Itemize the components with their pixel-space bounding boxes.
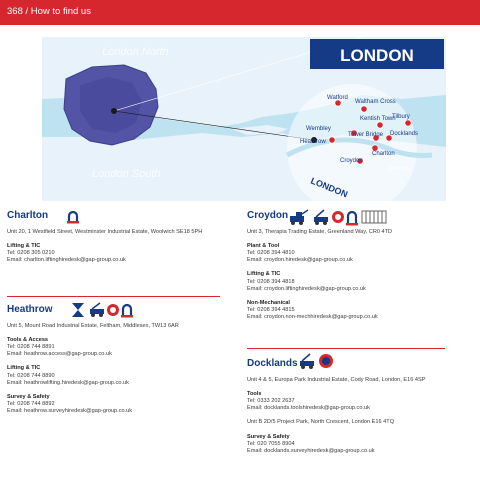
docklands-survey-email[interactable]: Email: docklands.surveyhiredesk@gap-group.co.uk [247, 447, 375, 454]
excavator-icon [290, 210, 308, 225]
heathrow-lifting-tel: Tel: 0208 744 8890 [7, 372, 55, 379]
access-platform-icon [314, 210, 328, 225]
place-tilbury: Tilbury [392, 114, 410, 120]
heathrow-service-icons [70, 302, 134, 318]
shackle-icon [121, 305, 133, 318]
divider-croydon [247, 348, 445, 349]
gauge-icon [107, 304, 119, 316]
place-charlton: Charlton [372, 151, 395, 157]
access-platform-icon [90, 303, 104, 317]
heathrow-tools-tel: Tel: 0208 744 8891 [7, 344, 55, 351]
docklands-tools-title: Tools [247, 391, 262, 398]
place-docklands: Docklands [390, 131, 419, 137]
barrier-icon [362, 211, 386, 223]
croydon-nonmech-title: Non-Mechanical [247, 299, 290, 306]
page-header: 368 / How to find us [7, 6, 91, 17]
place-waltham-cross: Waltham Cross [355, 99, 396, 105]
heathrow-survey-title: Survey & Safety [7, 393, 50, 400]
docklands-service-icons [298, 352, 338, 370]
heathrow-tools-email[interactable]: Email: heathrow.access@gap-group.co.uk [7, 351, 112, 358]
divider-charlton [7, 296, 220, 297]
heathrow-survey-email[interactable]: Email: heathrow.surveyhiredesk@gap-group.co.uk [7, 407, 133, 414]
heathrow-tools-title: Tools & Access [7, 337, 49, 344]
place-tower-bridge: Tower Bridge [348, 132, 384, 138]
top-bar [0, 0, 480, 25]
docklands-tools-tel: Tel: 0333 202 2637 [247, 398, 295, 405]
croydon-plant-email[interactable]: Email: croydon.hiredesk@gap-group.co.uk [247, 257, 353, 264]
shackle-icon [346, 212, 358, 226]
charlton-section [7, 212, 229, 264]
croydon-address: Unit 3, Therapia Trading Estate, Greenland Way, CR0 4TD [247, 229, 393, 236]
heathrow-section [7, 306, 229, 415]
docklands-section [247, 360, 472, 455]
hourglass-icon [72, 303, 84, 317]
map-title: LONDON [340, 46, 414, 65]
croydon-lifting-email[interactable]: Email: croydon.liftinghiredesk@gap-group.co.uk [247, 285, 366, 292]
heathrow-lifting-email[interactable]: Email: heathrowlifting.hiredesk@gap-group.co.uk [7, 379, 129, 386]
place-wembley: Wembley [306, 126, 331, 132]
label-london-south: London South [92, 168, 161, 180]
croydon-plant-tel: Tel: 0208 394 4810 [247, 250, 295, 257]
docklands-address2: Unit B 2D/5 Project Park, North Crescent, London E16 4TQ [247, 419, 395, 426]
croydon-heading: Croydon [247, 210, 289, 221]
charlton-lifting-tel: Tel: 0208 305 0210 [7, 250, 55, 257]
charlton-lifting-email[interactable]: Email: charlton.liftinghiredesk@gap-group.co.uk [7, 257, 126, 264]
place-watford: Watford [327, 95, 348, 101]
heathrow-survey-tel: Tel: 0208 744 8892 [7, 400, 55, 407]
place-heathrow: Heathrow [300, 139, 326, 145]
shackle-icon [66, 210, 80, 224]
docklands-heading: Docklands [247, 358, 298, 369]
charlton-heading: Charlton [7, 210, 49, 221]
croydon-lifting-title: Lifting & TIC [247, 271, 281, 278]
croydon-section [247, 212, 472, 321]
gauge-icon [332, 211, 344, 223]
croydon-nonmech-email[interactable]: Email: croydon.non-mechhiredesk@gap-group.co.uk [247, 313, 378, 320]
croydon-service-icons [288, 208, 388, 226]
docklands-survey-title: Survey & Safety [247, 433, 290, 440]
heathrow-heading: Heathrow [7, 304, 53, 315]
place-croydon: Croydon [340, 158, 363, 164]
docklands-address: Unit 4 & 5, Europa Park Industrial Estate, Cody Road, London, E16 4SP [247, 377, 426, 384]
croydon-nonmech-tel: Tel: 0208 394 4815 [247, 306, 295, 313]
heathrow-lifting-title: Lifting & TIC [7, 365, 41, 372]
label-london-north: London North [102, 46, 169, 58]
croydon-lifting-tel: Tel: 0208 394 4818 [247, 278, 295, 285]
heathrow-address: Unit 5, Mount Road Industrial Estate, Feltham, Middlesex, TW13 6AR [7, 323, 179, 330]
place-sheerness: Sheerness [388, 166, 412, 172]
docklands-tools-email[interactable]: Email: docklands.toolshiredesk@gap-group.co.uk [247, 405, 370, 412]
london-map [42, 37, 446, 201]
place-kentish-town: Kentish Town [360, 116, 396, 122]
access-platform-icon [300, 354, 314, 369]
croydon-plant-title: Plant & Tool [247, 243, 280, 250]
label-london-curve: LONDON [309, 175, 350, 200]
charlton-lifting-title: Lifting & TIC [7, 243, 41, 250]
charlton-address: Unit 20, 1 Westfield Street, Westminster Industrial Estate, Woolwich SE18 5PH [7, 229, 203, 236]
safety-badge-icon [319, 354, 333, 368]
docklands-survey-tel: Tel: 020 7055 8904 [247, 440, 295, 447]
